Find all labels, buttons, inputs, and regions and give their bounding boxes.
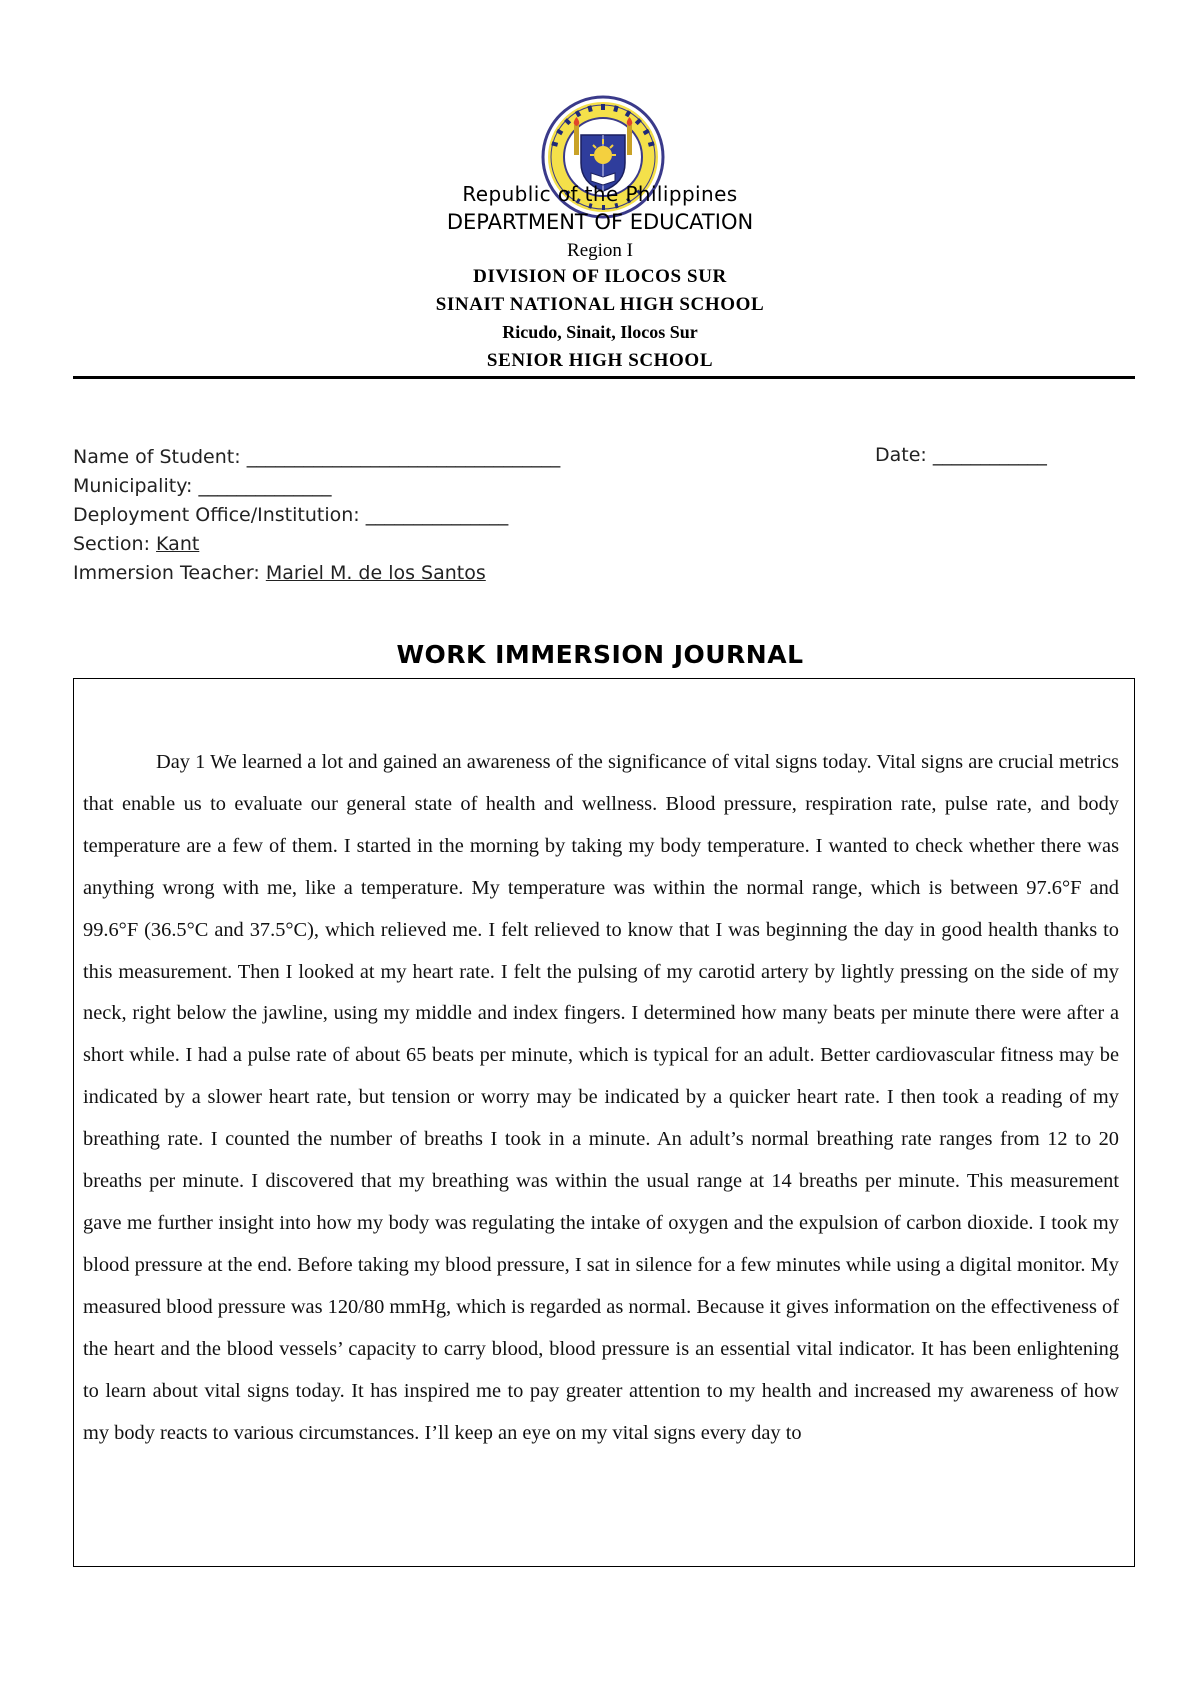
header-republic: Republic of the Philippines (462, 182, 738, 206)
municipality-blank[interactable]: ______________ (198, 475, 332, 497)
teacher-label: Immersion Teacher: (73, 562, 266, 584)
student-name-label: Name of Student: (73, 446, 247, 468)
header-divider (73, 376, 1135, 379)
deployment-blank[interactable]: _______________ (365, 504, 509, 526)
header-department: DEPARTMENT OF EDUCATION (446, 210, 754, 234)
header-division: DIVISION OF ILOCOS SUR (473, 266, 727, 287)
teacher-line (73, 559, 486, 588)
student-name-line (73, 443, 560, 472)
section-value: Kant (156, 533, 200, 555)
header-region: Region I (567, 240, 633, 261)
municipality-label: Municipality: (73, 475, 199, 497)
section-label: Section: (73, 533, 157, 555)
student-name-blank[interactable]: _________________________________ (246, 446, 561, 468)
deployment-line (73, 501, 508, 530)
municipality-line (73, 472, 332, 501)
deployment-label: Deployment Office/Institution: (73, 504, 366, 526)
journal-entry-text: Day 1 We learned a lot and gained an awareness of the significance of vital signs today. Vital signs are crucial metrics that enable us to evaluate our general state of health and wellness. Blood pressure, respiration rate, pulse rate, and body temperature are a few of them. I started in the morning by taking my body temperature. I wanted to check whether there was anything wrong with me, like a temperature. My temperature was within the normal range, which is between 97.6°F and 99.6°F (36.5°C and 37.5°C), which relieved me. I felt relieved to know that I was beginning the day in good health thanks to this measurement. Then I looked at my heart rate. I felt the pulsing of my carotid artery by lightly pressing on the side of my neck, right below the jawline, using my middle and index fingers. I determined how many beats per minute there were after a short while. I had a pulse rate of about 65 beats per minute, which is typical for an adult. Better cardiovascular fitness may be indicated by a slower heart rate, but tension or worry may be indicated by a quicker heart rate. I then took a reading of my breathing rate. I counted the number of breaths I took in a minute. An adult’s normal breathing rate ranges from 12 to 20 breaths per minute. I discovered that my breathing was within the usual range at 14 breaths per minute. This measurement gave me further insight into how my body was regulating the intake of oxygen and the expulsion of carbon dioxide. I took my blood pressure at the end. Before taking my blood pressure, I sat in silence for a few minutes while using a digital monitor. My measured blood pressure was 120/80 mmHg, which is regarded as normal. Because it gives information on the effectiveness of the heart and the blood vessels’ capacity to carry blood, blood pressure is an essential vital indicator. It has been enlightening to learn about vital signs today. It has inspired me to pay greater attention to my health and increased my awareness of how my body reacts to various circumstances. I’ll keep an eye on my vital signs every day to (83, 751, 1119, 1444)
teacher-value: Mariel M. de los Santos (265, 562, 486, 584)
section-line (73, 530, 199, 559)
date-label: Date: (875, 444, 933, 466)
date-line (875, 444, 1047, 466)
header-address: Ricudo, Sinait, Ilocos Sur (502, 322, 698, 342)
date-blank[interactable]: ____________ (932, 444, 1047, 466)
journal-entry-box (73, 678, 1135, 1567)
journal-title: WORK IMMERSION JOURNAL (396, 640, 804, 669)
header-school: SINAIT NATIONAL HIGH SCHOOL (435, 294, 765, 315)
header-level: SENIOR HIGH SCHOOL (486, 350, 714, 371)
